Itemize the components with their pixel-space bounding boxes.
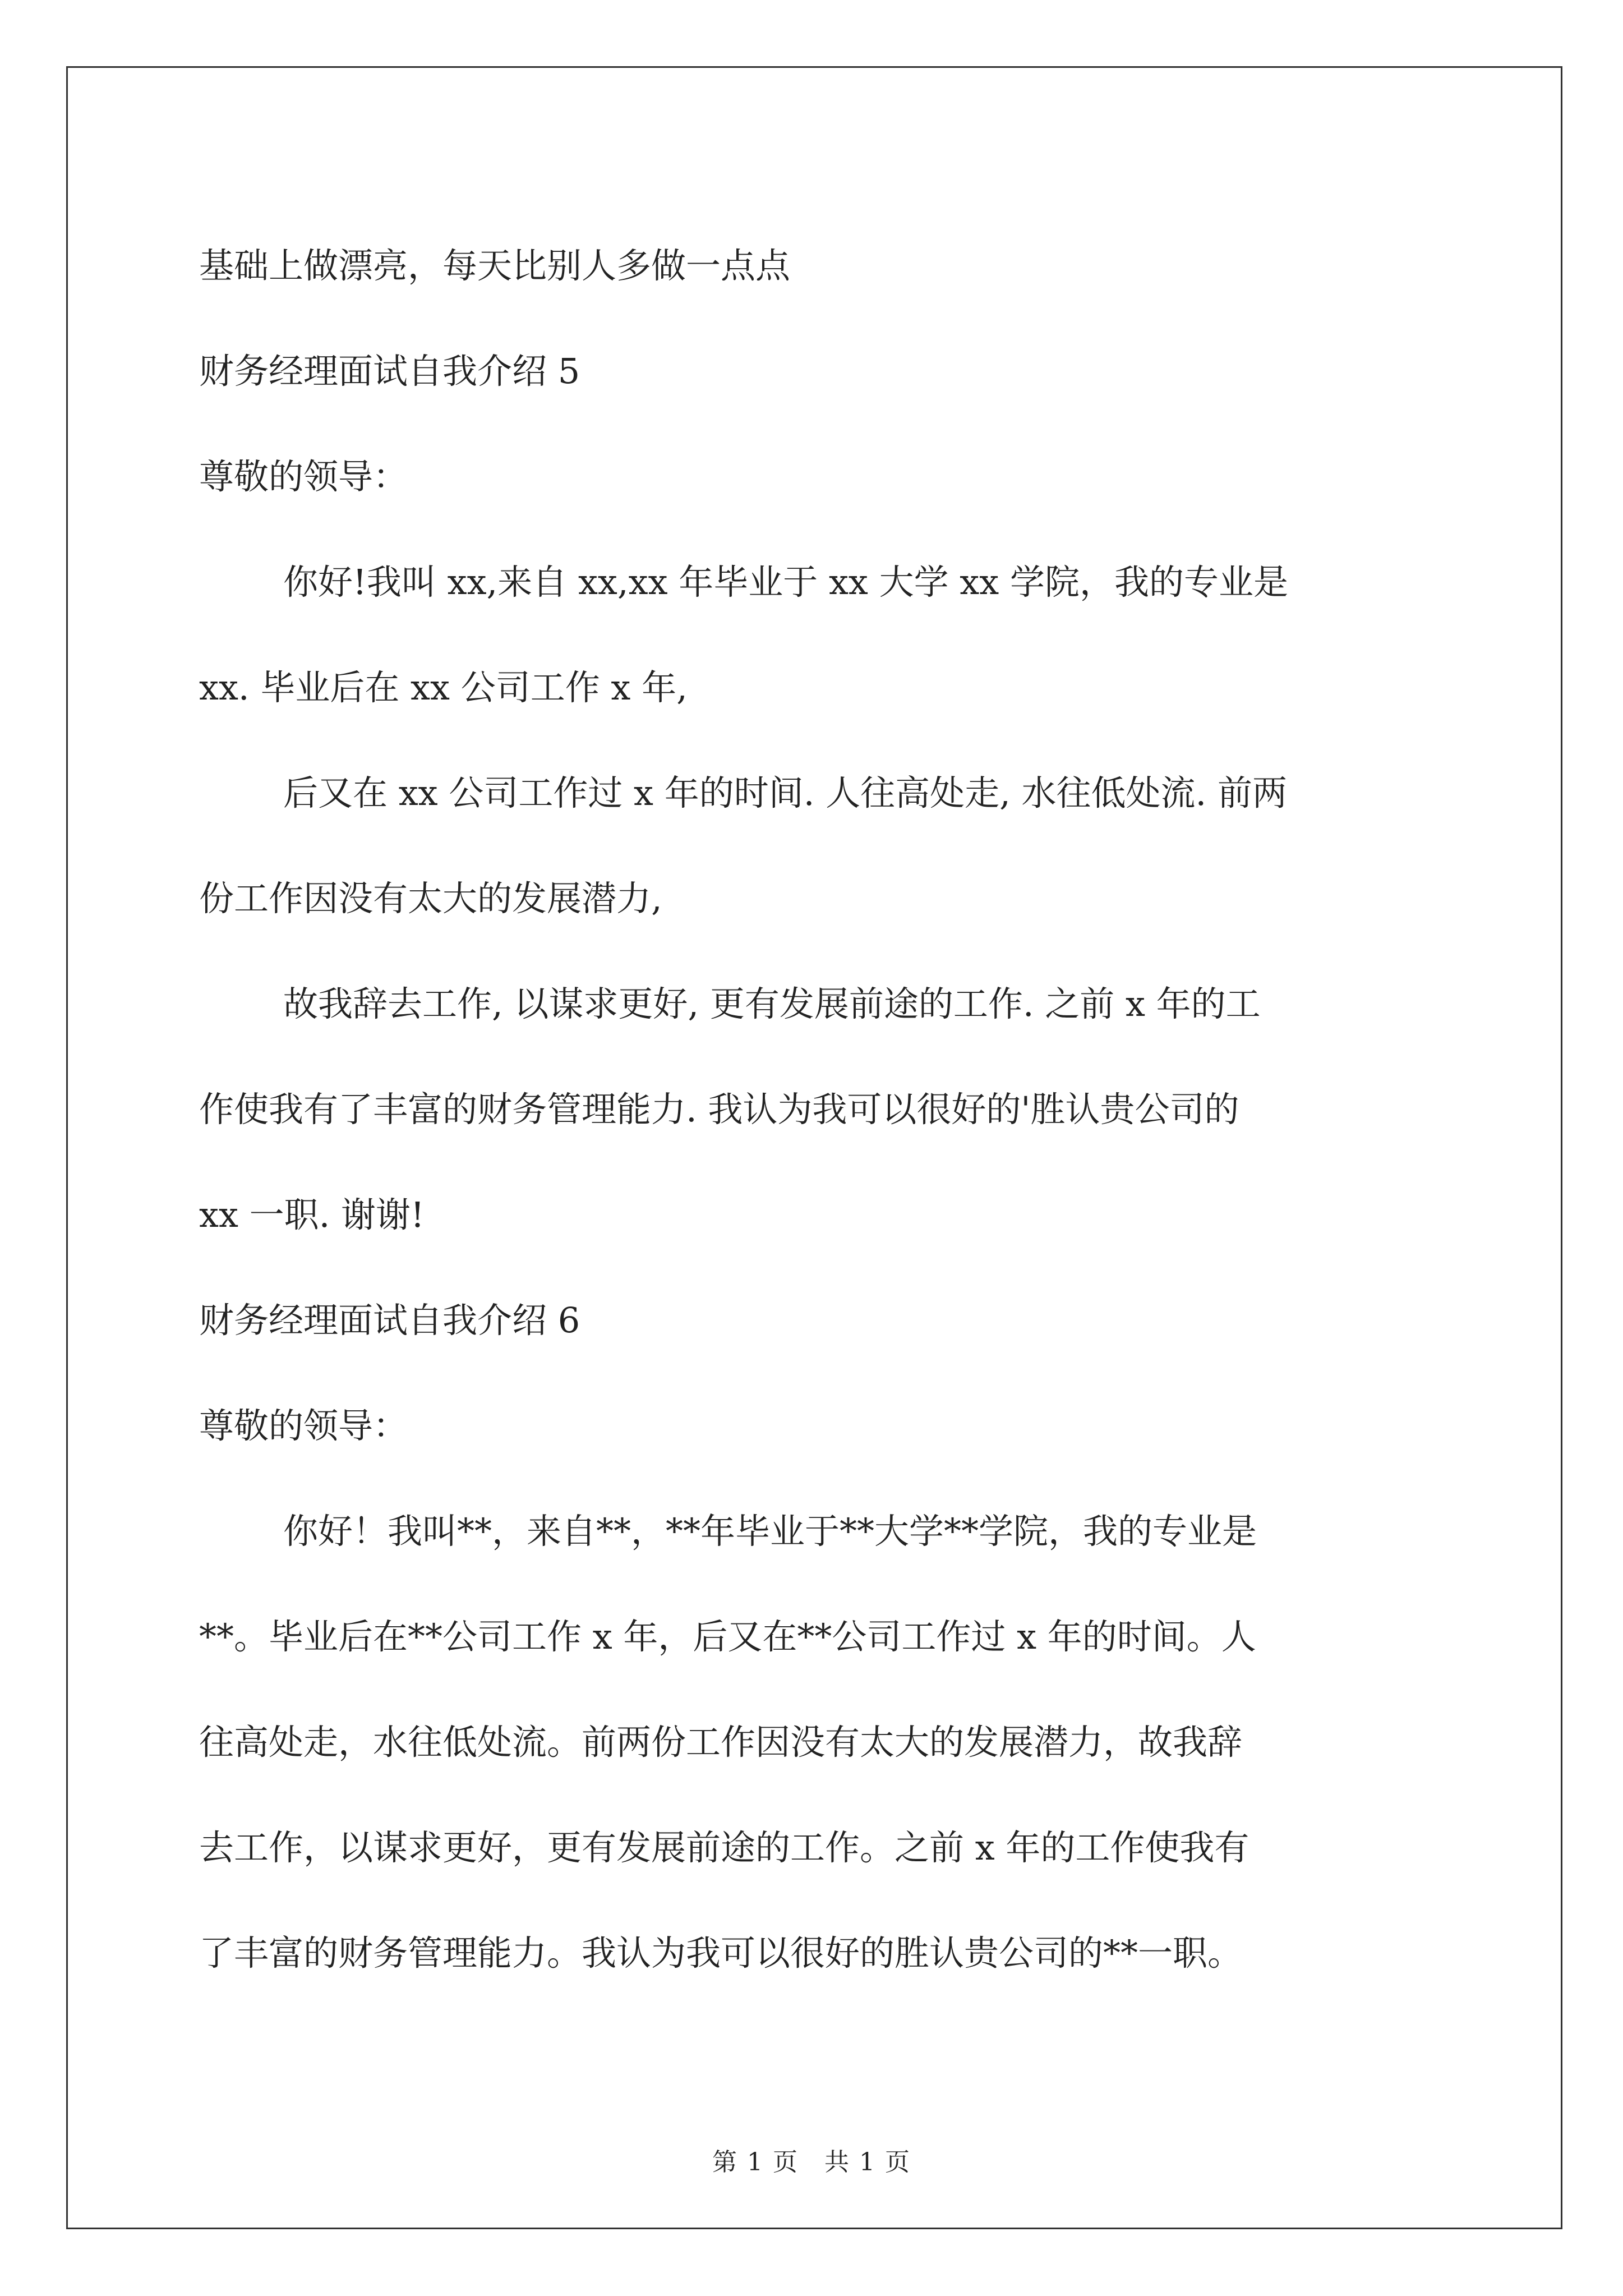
paragraph-line: 你好！我叫**，来自**，**年毕业于**大学**学院，我的专业是 [283, 1511, 1257, 1552]
paragraph-line: 后又在 xx 公司工作过 x 年的时间. 人往高处走, 水往低处流. 前两 [283, 772, 1287, 813]
salutation: 尊敬的领导： [199, 1405, 408, 1446]
paragraph-line: 份工作因没有太大的发展潜力, [199, 878, 662, 919]
section-heading: 财务经理面试自我介绍 6 [199, 1300, 580, 1341]
document-body [199, 213, 1433, 2006]
paragraph-line: 故我辞去工作, 以谋求更好, 更有发展前途的工作. 之前 x 年的工 [283, 983, 1261, 1024]
paragraph-line: **。毕业后在**公司工作 x 年，后又在**公司工作过 x 年的时间。人 [199, 1616, 1256, 1657]
salutation: 尊敬的领导： [199, 456, 408, 497]
paragraph-line: 作使我有了丰富的财务管理能力. 我认为我可以很好的'胜认贵公司的 [199, 1089, 1239, 1130]
section-heading: 财务经理面试自我介绍 5 [199, 351, 580, 392]
paragraph-line: 了丰富的财务管理能力。我认为我可以很好的胜认贵公司的**一职。 [199, 1932, 1243, 1973]
paragraph-line: xx. 毕业后在 xx 公司工作 x 年, [199, 667, 688, 708]
paragraph-line: 你好!我叫 xx,来自 xx,xx 年毕业于 xx 大学 xx 学院，我的专业是 [283, 562, 1288, 602]
paragraph-line: xx 一职. 谢谢! [199, 1194, 425, 1235]
text-line: 基础上做漂亮，每天比别人多做一点点 [199, 245, 791, 286]
page-number-footer: 第 1 页 共 1 页 [712, 2148, 911, 2177]
paragraph-line: 去工作，以谋求更好，更有发展前途的工作。之前 x 年的工作使我有 [199, 1827, 1249, 1868]
paragraph-line: 往高处走，水往低处流。前两份工作因没有太大的发展潜力，故我辞 [199, 1722, 1243, 1763]
